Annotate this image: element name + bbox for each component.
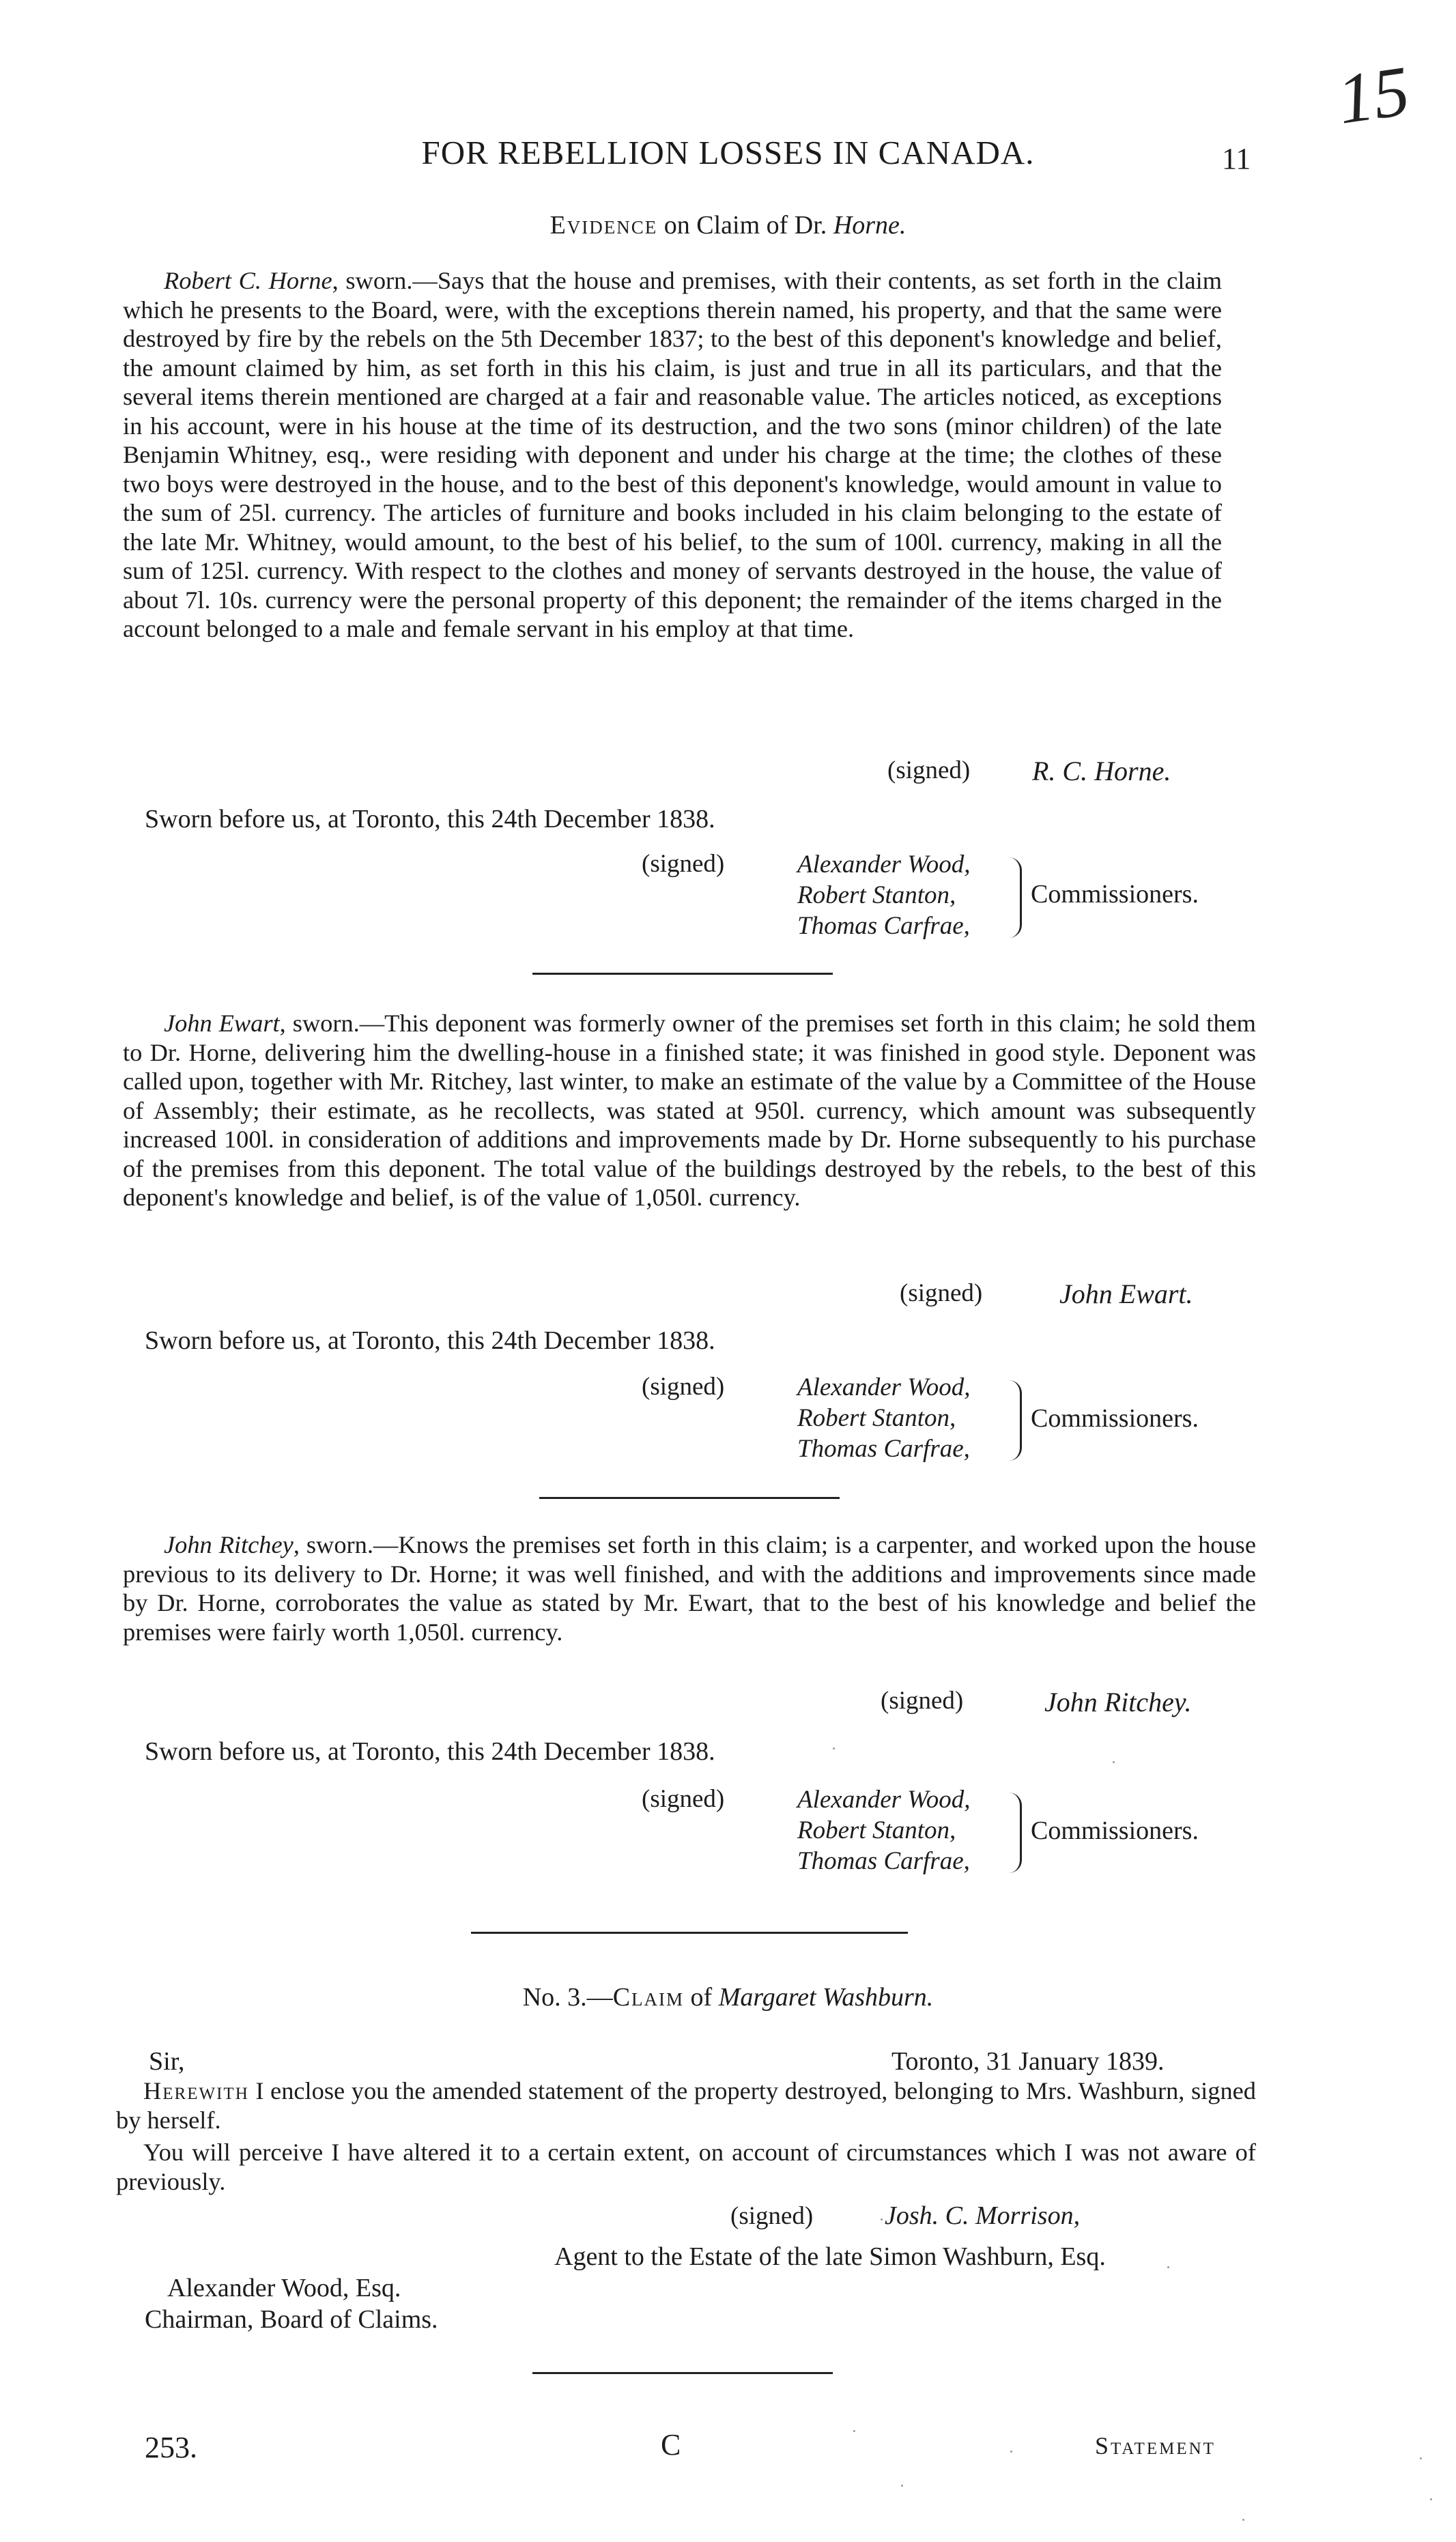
ewart-commissioner-names — [797, 1372, 970, 1464]
horne-deposition — [123, 266, 1222, 644]
letter-place-date: Toronto, 31 January 1839. — [891, 2047, 1165, 2076]
ritchey-deponent-name: John Ritchey — [164, 1531, 294, 1558]
commissioner-name: Alexander Wood, — [797, 1373, 971, 1401]
letter-body-2: You will perceive I have altered it to a certain extent, on account of circumstances which I was not aware of previously. — [116, 2139, 1256, 2195]
evidence-heading-lead: Evidence — [549, 211, 658, 240]
section-divider — [532, 973, 833, 975]
commissioner-name: Robert Stanton, — [797, 1404, 956, 1432]
commissioners-label: Commissioners. — [1031, 1404, 1199, 1433]
ewart-deponent-name: John Ewart — [164, 1010, 280, 1037]
evidence-heading — [0, 210, 1456, 240]
claim-3-heading — [0, 1982, 1456, 2012]
ewart-commissioners-signed-label: (signed) — [642, 1373, 725, 1401]
commissioners-brace — [1009, 857, 1022, 938]
letter-signed-label: (signed) — [730, 2202, 814, 2230]
claim-3-heading-name: Margaret Washburn. — [718, 1983, 934, 2012]
claim-3-heading-prefix: No. 3.— — [522, 1983, 613, 2012]
footer-catchword: Statement — [1095, 2432, 1216, 2459]
horne-deponent-name: Robert C. Horne — [164, 267, 332, 294]
handwritten-folio-number: 15 — [1332, 51, 1414, 139]
commissioner-name: Alexander Wood, — [797, 851, 971, 879]
section-divider — [471, 1932, 908, 1934]
letter-salutation: Sir, — [149, 2047, 185, 2076]
commissioner-name: Robert Stanton, — [797, 881, 956, 909]
claim-3-heading-claim: Claim — [612, 1983, 685, 2012]
addressee-name: Alexander Wood, Esq. — [167, 2274, 401, 2302]
letter-agent-line: Agent to the Estate of the late Simon Washburn, Esq. — [554, 2242, 1106, 2271]
section-divider — [539, 1497, 840, 1499]
commissioners-brace — [1009, 1380, 1022, 1461]
horne-commissioners-signed-label: (signed) — [642, 850, 725, 878]
commissioners-label: Commissioners. — [1031, 880, 1199, 909]
letter-body-1-lead: Herewith — [143, 2077, 249, 2104]
commissioner-name: Robert Stanton, — [797, 1816, 956, 1844]
evidence-heading-rest: on Claim of Dr. — [657, 211, 833, 240]
footer-signature-mark: C — [661, 2428, 681, 2461]
ewart-deposition — [123, 1009, 1256, 1212]
commissioner-name: Thomas Carfrae, — [797, 912, 970, 940]
letter-body-1 — [116, 2076, 1256, 2134]
ritchey-deposition — [123, 1530, 1256, 1646]
commissioner-name: Alexander Wood, — [797, 1786, 971, 1814]
ewart-signed-label: (signed) — [900, 1279, 983, 1307]
ritchey-deposition-text: , sworn.—Knows the premises set forth in this claim; is a carpenter, and worked upon the house previous to its delivery to Dr. Horne; it was well finished, and with the additions and improvements since made by Dr. Horne, corroborates the value as stated by Mr. Ewart, that to the best of his knowledge and belief the premises were fairly worth 1,050l. currency. — [123, 1531, 1256, 1646]
horne-signature: R. C. Horne. — [1032, 756, 1171, 786]
ritchey-signed-label: (signed) — [881, 1687, 964, 1715]
horne-signed-label: (signed) — [887, 756, 971, 784]
ritchey-commissioners-signed-label: (signed) — [642, 1785, 725, 1813]
commissioners-brace — [1009, 1793, 1022, 1873]
page-number: 11 — [1222, 142, 1251, 175]
horne-sworn-line: Sworn before us, at Toronto, this 24th December 1838. — [145, 805, 715, 833]
section-divider — [532, 2372, 833, 2374]
commissioner-name: Thomas Carfrae, — [797, 1435, 970, 1463]
ritchey-signature: John Ritchey. — [1044, 1687, 1192, 1717]
ewart-sworn-line: Sworn before us, at Toronto, this 24th December 1838. — [145, 1326, 715, 1355]
ritchey-sworn-line: Sworn before us, at Toronto, this 24th December 1838. — [145, 1737, 715, 1766]
commissioners-label: Commissioners. — [1031, 1816, 1199, 1845]
running-head: FOR REBELLION LOSSES IN CANADA. — [421, 134, 1035, 171]
ewart-signature: John Ewart. — [1059, 1279, 1193, 1309]
footer-sheet-number: 253. — [145, 2431, 197, 2464]
horne-deposition-text: , sworn.—Says that the house and premises, with their contents, as set forth in the claim which he presents to the Board, were, with the exceptions therein named, his property, and that the same were destroyed by fire by the rebels on the 5th December 1837; to the best of this deponent's knowledge and belief, the amount claimed by him, as set forth in this his claim, is just and true in all its particulars, and that the several items therein mentioned are charged at a fair and reasonable value. The articles noticed, as exceptions in his account, were in his house at the time of its destruction, and the two sons (minor children) of the late Benjamin Whitney, esq., were residing with deponent and under his charge at the time; the clothes of these two boys were destroyed in the house, and to the best of this deponent's knowledge, would amount in value to the sum of 25l. currency. The articles of furniture and books included in his claim belonging to the estate of the late Mr. Whitney, would amount, to the best of his belief, to the sum of 100l. currency, making in all the sum of 125l. currency. With respect to the clothes and money of servants destroyed in the house, the value of about 7l. 10s. currency were the personal property of this deponent; the remainder of the items charged in the account belonged to a male and female servant in his employ at that time. — [123, 267, 1223, 642]
commissioner-name: Thomas Carfrae, — [797, 1847, 970, 1875]
addressee-title: Chairman, Board of Claims. — [145, 2305, 438, 2334]
horne-commissioner-names — [797, 849, 970, 941]
claim-3-heading-of: of — [684, 1983, 719, 2012]
letter-signature: Josh. C. Morrison, — [885, 2201, 1081, 2230]
ewart-deposition-text: , sworn.—This deponent was formerly owner of the premises set forth in this claim; he sold them to Dr. Horne, delivering him the dwelling-house in a finished state; it was finished in good style. Deponent was called upon, together with Mr. Ritchey, last winter, to make an estimate of the value by a Committee of the House of Assembly; their estimate, as he recollects, was stated at 950l. currency, which amount was subsequently increased 100l. in consideration of additions and improvements made by Dr. Horne subsequently to his purchase of the premises from this deponent. The total value of the buildings destroyed by the rebels, to the best of this deponent's knowledge and belief, is of the value of 1,050l. currency. — [123, 1010, 1256, 1211]
letter-body-1-text: I enclose you the amended statement of the property destroyed, belonging to Mrs. Washburn, signed by herself. — [116, 2077, 1256, 2134]
evidence-heading-name: Horne. — [833, 211, 907, 240]
ritchey-commissioner-names — [797, 1784, 970, 1876]
